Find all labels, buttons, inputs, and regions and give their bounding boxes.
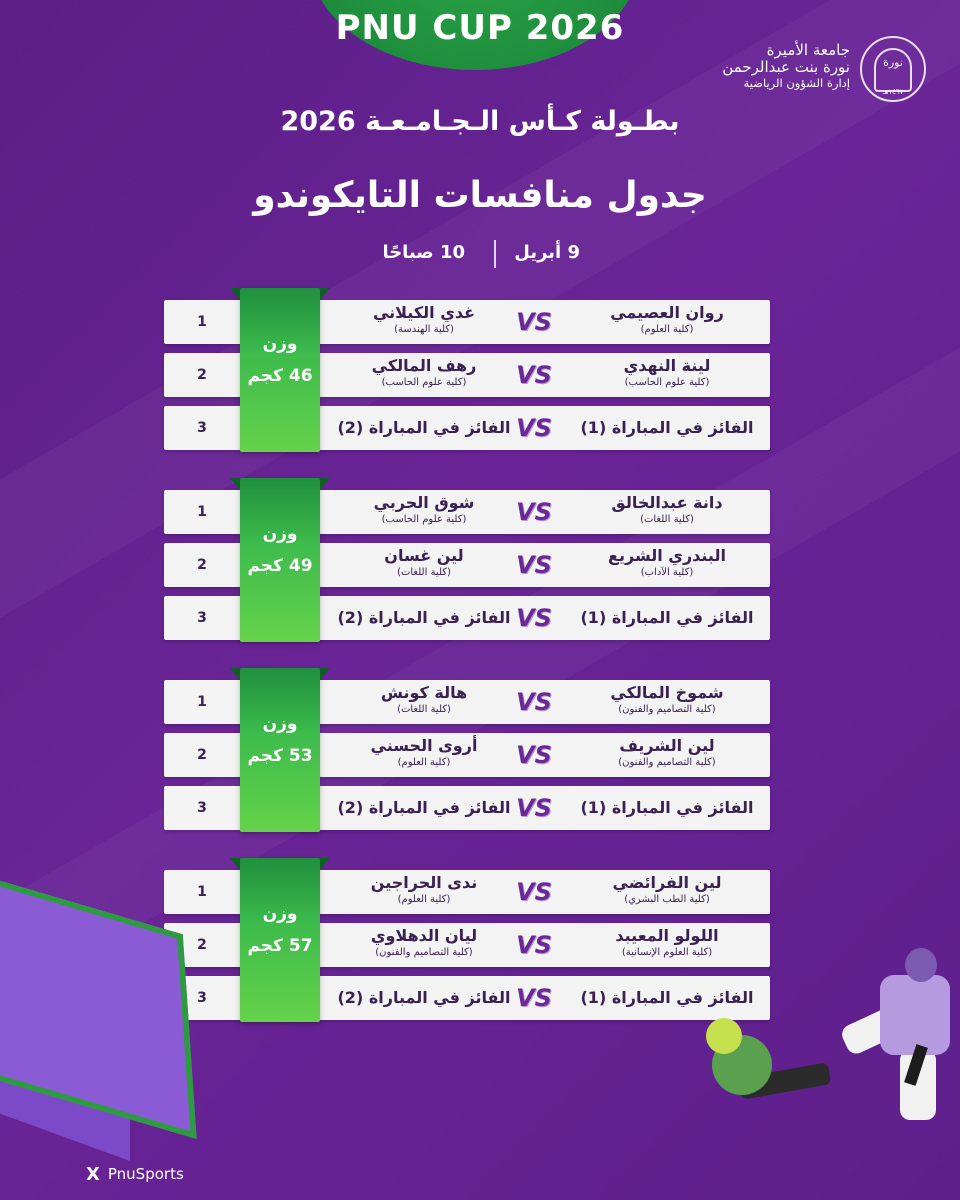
weight-label: وزن [262, 524, 298, 544]
weight-label: وزن [262, 904, 298, 924]
match-number: 1 [197, 884, 207, 900]
competitor-left [324, 303, 524, 343]
match-number: 1 [197, 504, 207, 520]
fighter-helmet [706, 1018, 742, 1054]
weight-value: 46 كجم [247, 366, 313, 386]
competitor-name: هالة كونش [380, 683, 468, 702]
logo-line-3: إدارة الشؤون الرياضية [743, 75, 850, 90]
competitor-name: الفائز في المباراة (2) [337, 418, 511, 437]
logo-line-1: جامعة الأميرة [766, 41, 850, 59]
competitor-college: (كلية علوم الحاسب) [624, 377, 710, 388]
competitor-name: لين غسان [384, 546, 464, 565]
competitor-right [564, 683, 770, 723]
competitor-name: الفائز في المباراة (1) [580, 988, 754, 1007]
badge-fold [230, 668, 240, 680]
competitor-right [564, 979, 770, 1019]
vs-icon: VS [516, 308, 552, 336]
badge-fold [320, 288, 330, 300]
x-icon: X [86, 1163, 100, 1185]
match-time: 10 صباحًا [382, 242, 465, 263]
competitor-name: شوق الحربي [373, 493, 475, 512]
competitor-right [564, 546, 770, 586]
competitor-college: (كلية الطب البشري) [624, 894, 710, 905]
emblem-text: نورة [883, 56, 903, 69]
logo-line-2: نورة بنت عبدالرحمن [722, 58, 850, 77]
competitor-name: الفائز في المباراة (1) [580, 418, 754, 437]
match-number: 3 [197, 610, 207, 626]
vs-icon: VS [516, 361, 552, 389]
vs-icon: VS [516, 414, 552, 442]
match-number: 2 [197, 367, 207, 383]
match-number: 2 [197, 557, 207, 573]
competitor-college: (كلية الآداب) [640, 567, 694, 578]
weight-class-badge [240, 288, 320, 452]
weight-class-badge [240, 478, 320, 642]
competitor-name: الفائز في المباراة (1) [580, 798, 754, 817]
competitor-name: ندى الحراجين [370, 873, 478, 892]
emblem-year: ١٤٦٧هـ [882, 88, 904, 96]
competitor-college: (كلية العلوم) [397, 757, 451, 768]
competitor-left [324, 736, 524, 776]
competitor-right [564, 736, 770, 776]
competitor-college: (كلية العلوم) [397, 894, 451, 905]
competitor-left [324, 683, 524, 723]
badge-fold [230, 478, 240, 490]
competitor-left [324, 546, 524, 586]
weight-label: وزن [262, 334, 298, 354]
vs-icon: VS [516, 794, 552, 822]
competitor-name: لينة النهدي [623, 356, 711, 375]
competitor-college: (كلية التصاميم والفنون) [618, 757, 716, 768]
competitor-right [564, 303, 770, 343]
competitor-college: (كلية اللغات) [397, 567, 451, 578]
competitor-right [564, 926, 770, 966]
competitor-right [564, 873, 770, 913]
social-handle[interactable]: PnuSports [107, 1165, 184, 1183]
match-date: 9 أبريل [514, 242, 580, 263]
competitor-name: دانة عبدالخالق [611, 493, 723, 512]
competitor-name: اللولو المعيبد [615, 926, 719, 945]
competitor-name: روان العصيمي [610, 303, 724, 322]
competitor-name: شموخ المالكي [610, 683, 724, 702]
competitor-left [324, 873, 524, 913]
match-number: 3 [197, 990, 207, 1006]
cup-title: PNU CUP 2026 [335, 8, 625, 48]
competitor-name: لين الشريف [619, 736, 715, 755]
competitor-college: (كلية العلوم الإنسانية) [621, 947, 713, 958]
match-number: 1 [197, 314, 207, 330]
competitor-college: (كلية التصاميم والفنون) [375, 947, 473, 958]
date-time-row [330, 240, 630, 270]
competitor-name: البندري الشريع [608, 546, 726, 565]
competitor-college: (كلية العلوم) [640, 324, 694, 335]
match-number: 1 [197, 694, 207, 710]
weight-label: وزن [262, 714, 298, 734]
competitor-right [564, 599, 770, 639]
schedule-title: جدول منافسات التايكوندو [253, 175, 707, 216]
fighter-illustration [880, 975, 950, 1055]
date-separator [494, 240, 496, 268]
competitor-name: أروى الحسني [370, 736, 478, 755]
competitor-name: الفائز في المباراة (1) [580, 608, 754, 627]
tournament-title: بطـولة كـأس الـجـامـعـة 2026 [280, 106, 680, 137]
emblem-arch [874, 48, 912, 92]
vs-icon: VS [516, 604, 552, 632]
vs-icon: VS [516, 551, 552, 579]
competitor-college: (كلية الهندسة) [394, 324, 454, 335]
badge-fold [320, 668, 330, 680]
vs-icon: VS [516, 498, 552, 526]
vs-icon: VS [516, 688, 552, 716]
vs-icon: VS [516, 878, 552, 906]
competitor-left [324, 356, 524, 396]
weight-value: 57 كجم [247, 936, 313, 956]
competitor-left [324, 979, 524, 1019]
weight-value: 49 كجم [247, 556, 313, 576]
weight-class-badge [240, 668, 320, 832]
competitor-name: الفائز في المباراة (2) [337, 988, 511, 1007]
competitor-name: الفائز في المباراة (2) [337, 798, 511, 817]
fighter-helmet [905, 948, 937, 982]
university-emblem-icon [860, 36, 926, 102]
competitor-left [324, 409, 524, 449]
competitor-right [564, 356, 770, 396]
competitor-college: (كلية اللغات) [397, 704, 451, 715]
competitor-left [324, 493, 524, 533]
badge-fold [320, 858, 330, 870]
badge-fold [230, 858, 240, 870]
vs-icon: VS [516, 984, 552, 1012]
badge-fold [230, 288, 240, 300]
weight-value: 53 كجم [247, 746, 313, 766]
weight-class-badge [240, 858, 320, 1022]
competitor-name: غدي الكيلاني [372, 303, 476, 322]
vs-icon: VS [516, 741, 552, 769]
badge-fold [320, 478, 330, 490]
competitor-right [564, 493, 770, 533]
competitor-college: (كلية التصاميم والفنون) [618, 704, 716, 715]
university-logo-text [690, 42, 850, 90]
competitor-left [324, 926, 524, 966]
competitor-right [564, 409, 770, 449]
competitor-name: ليان الدهلاوي [370, 926, 478, 945]
competitor-name: الفائز في المباراة (2) [337, 608, 511, 627]
competitor-left [324, 789, 524, 829]
competitor-left [324, 599, 524, 639]
match-number: 2 [197, 937, 207, 953]
match-number: 3 [197, 420, 207, 436]
competitor-name: رهف المالكي [371, 356, 477, 375]
match-number: 2 [197, 747, 207, 763]
footer [86, 1162, 184, 1186]
vs-icon: VS [516, 931, 552, 959]
competitor-name: لين الفرائضي [612, 873, 722, 892]
competitor-college: (كلية اللغات) [640, 514, 694, 525]
competitor-right [564, 789, 770, 829]
competitor-college: (كلية علوم الحاسب) [381, 377, 467, 388]
competitor-college: (كلية علوم الحاسب) [381, 514, 467, 525]
match-number: 3 [197, 800, 207, 816]
